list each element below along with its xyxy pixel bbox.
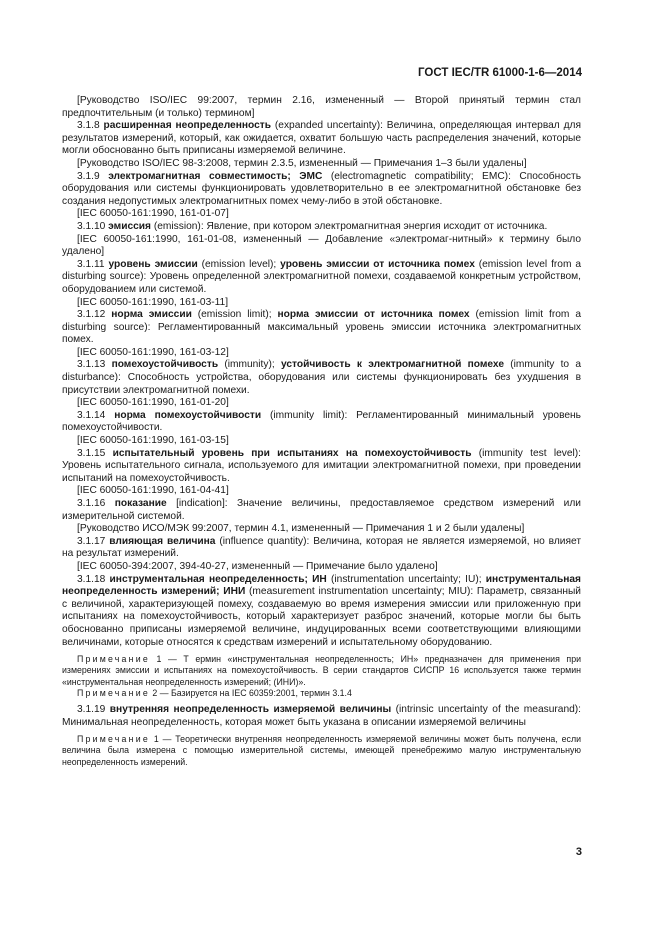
page-number: 3 (575, 846, 582, 858)
term-definition: 3.1.8 расширенная неопределенность (expanded uncertainty): Величина, определяющая интервал для результатов измерений, который, как ожидается, охватит большую часть распределения значений, которые могли обоснованно быть приписаны измеряемой величине. (62, 120, 581, 157)
reference-line: [IEC 60050-161:1990, 161-04-41] (77, 485, 229, 497)
term-definition: 3.1.14 норма помехоустойчивости (immunity limit): Регламентированный минимальный уровень помехоустойчивости. (62, 409, 581, 434)
reference-line: [Руководство ISO/IEC 98-3:2008, термин 2.3.5, измененный — Примечания 1–3 были удалены] (77, 157, 527, 169)
term-definition: 3.1.10 эмиссия (emission): Явление, при котором электромагнитная энергия исходит от источника. (77, 220, 548, 232)
term-definition: 3.1.11 уровень эмиссии (emission level); уровень эмиссии от источника помех (emission level from a disturbing source): Уровень определенной электромагнитной помехи, создаваемой конкретным устройством, оборудованием или системой. (62, 258, 582, 295)
term-definition: 3.1.13 помехоустойчивость (immunity); устойчивость к электромагнитной помехе (immunity to a disturbance): Способность устройства, оборудования или системы функционировать без ухудшения в присутствии электромагнитной помехи. (62, 359, 581, 396)
reference-line: [IEC 60050-161:1990, 161-03-11] (77, 296, 229, 308)
term-definition: 3.1.15 испытательный уровень при испытаниях на помехоустойчивость (immunity test level): Уровень испытательного сигнала, используемого для имитации электромагнитной помехи, при проведении испытаний на помехоустойчивость. (62, 447, 581, 484)
document-header: ГОСТ IEC/TR 61000-1-6—2014 (418, 67, 582, 79)
note: Примечание 2 — Базируется на IEC 60359:2001, термин 3.1.4 (77, 687, 352, 698)
note: Примечание 1 — Теоретически внутренняя неопределенность измеряемой величины может быть получена, если величина была измерена с помощью измерительной системы, имеющей пренебрежимо малую инструментальную неопределенность измерений. (62, 734, 581, 767)
reference-line: [IEC 60050-161:1990, 161-01-07] (77, 208, 229, 220)
term-definition: 3.1.18 инструментальная неопределенность; ИН (instrumentation uncertainty; IU); инструментальная неопределенность измерений; ИНИ (measurement instrumentation uncertainty; MIU): Параметр, связанный с величиной, характеризующей помеху, создаваемую во время измерения эмиссии или приложенную при испытаниях на помехоустойчивость, который характеризует разброс значений, которые могли бы быть обоснованно приписаны измеряемой величине, индуцированных всеми соответствующими влияющими величинами, которые относятся к средствам измерений и испытательному оборудованию. (62, 573, 581, 648)
reference-line: [Руководство ISO/IEC 99:2007, термин 2.16, измененный — Второй принятый термин стал предпочтительным (и только) термином] (62, 95, 581, 119)
term-definition: 3.1.9 электромагнитная совместимость; ЭМС (electromagnetic compatibility; EMC): Способность оборудования или системы функционировать удовлетворительно в ее электромагнитной обстановке без создания недопустимых электромагнитных помех чему-либо в этой обстановке. (62, 170, 582, 207)
term-definition: 3.1.19 внутренняя неопределенность измеряемой величины (intrinsic uncertainty of the measurand): Минимальная неопределенность, которая может быть указана в описании измеряемой величины (62, 703, 581, 728)
note: Примечание 1 — Т ермин «инструментальная неопределенность; ИН» предназначен для применения при измерениях эмиссии и испытаниях на помехоустойчивость. В серии стандартов СИСПР 16 используется также термин «инструментальная неопределенность измерений; (ИНИ)». (62, 654, 581, 687)
document-body (62, 95, 581, 768)
term-definition: 3.1.17 влияющая величина (influence quantity): Величина, которая не является измеряемой, но влияет на результат измерений. (62, 535, 581, 560)
reference-line: [IEC 60050-161:1990, 161-03-15] (77, 435, 229, 447)
reference-line: [IEC 60050-161:1990, 161-01-20] (77, 397, 229, 409)
reference-line: [Руководство ИСО/МЭК 99:2007, термин 4.1, измененный — Примечания 1 и 2 были удалены] (77, 523, 525, 535)
reference-line: [IEC 60050-161:1990, 161-01-08, измененный — Добавление «электромаг-нитный» к термину было удалено] (62, 233, 581, 258)
term-definition: 3.1.16 показание [indication]: Значение величины, предоставляемое средством измерений или измерительной системой. (62, 498, 581, 522)
reference-line: [IEC 60050-394:2007, 394-40-27, измененный — Примечание было удалено] (77, 560, 438, 572)
term-definition: 3.1.12 норма эмиссии (emission limit); норма эмиссии от источника помех (emission limit from a disturbing source): Регламентированный максимальный уровень эмиссии источника электромагнитных помех. (62, 309, 581, 346)
reference-line: [IEC 60050-161:1990, 161-03-12] (77, 346, 229, 358)
